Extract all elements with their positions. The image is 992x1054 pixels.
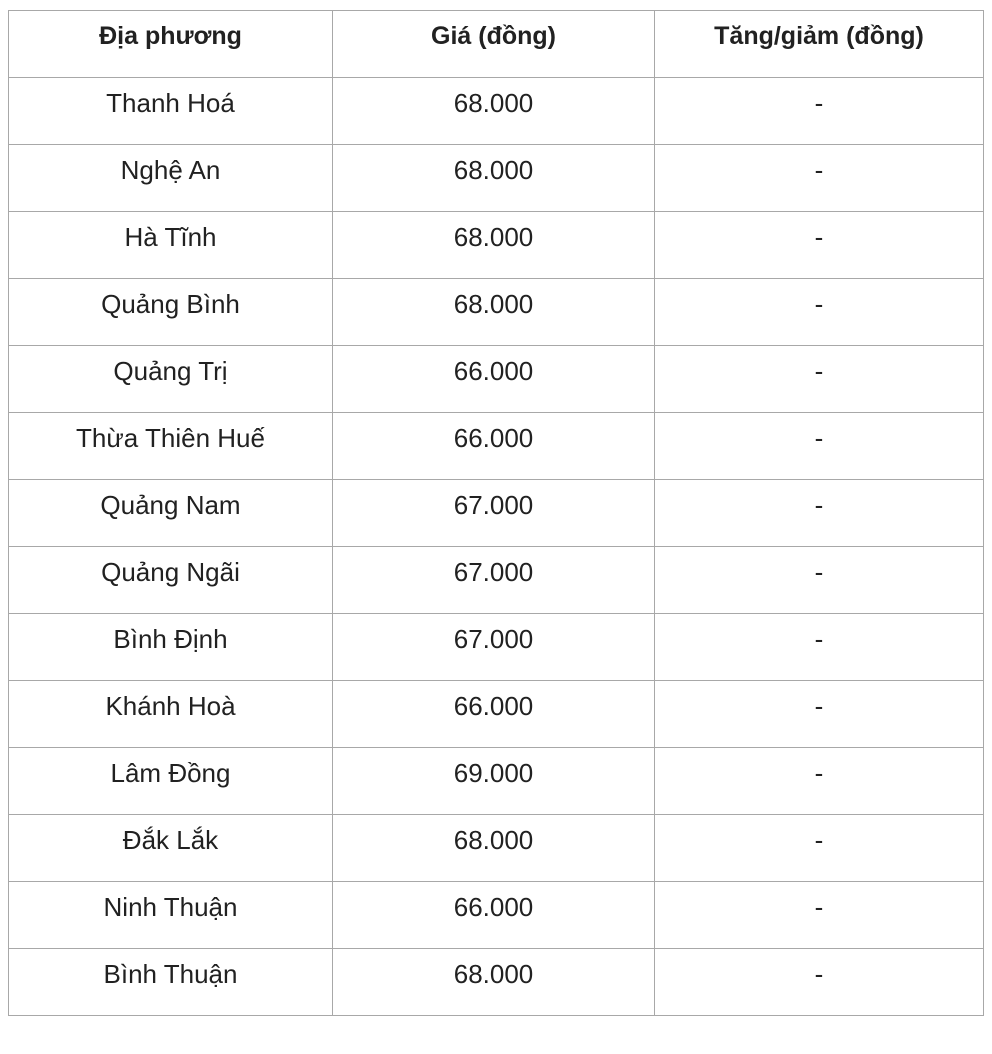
region-cell: Hà Tĩnh (9, 212, 333, 279)
price-cell: 69.000 (333, 748, 655, 815)
header-change: Tăng/giảm (đồng) (655, 11, 984, 78)
region-cell: Đắk Lắk (9, 815, 333, 882)
change-cell: - (655, 78, 984, 145)
table-row (9, 279, 984, 346)
price-cell: 66.000 (333, 882, 655, 949)
price-cell: 66.000 (333, 346, 655, 413)
change-cell: - (655, 614, 984, 681)
price-cell: 67.000 (333, 547, 655, 614)
table-row (9, 681, 984, 748)
region-cell: Ninh Thuận (9, 882, 333, 949)
region-cell: Quảng Trị (9, 346, 333, 413)
change-cell: - (655, 413, 984, 480)
price-cell: 66.000 (333, 681, 655, 748)
table-row (9, 815, 984, 882)
region-cell: Lâm Đồng (9, 748, 333, 815)
change-cell: - (655, 145, 984, 212)
price-cell: 68.000 (333, 949, 655, 1016)
region-cell: Bình Định (9, 614, 333, 681)
change-cell: - (655, 815, 984, 882)
region-cell: Quảng Nam (9, 480, 333, 547)
table-row (9, 614, 984, 681)
table-row (9, 212, 984, 279)
change-cell: - (655, 681, 984, 748)
table-row (9, 748, 984, 815)
change-cell: - (655, 279, 984, 346)
price-cell: 68.000 (333, 279, 655, 346)
price-cell: 67.000 (333, 614, 655, 681)
change-cell: - (655, 346, 984, 413)
table-row (9, 949, 984, 1016)
price-cell: 68.000 (333, 145, 655, 212)
region-cell: Quảng Bình (9, 279, 333, 346)
change-cell: - (655, 212, 984, 279)
region-cell: Thừa Thiên Huế (9, 413, 333, 480)
header-price: Giá (đồng) (333, 11, 655, 78)
header-row (9, 11, 984, 78)
table-header (9, 11, 984, 78)
price-cell: 68.000 (333, 815, 655, 882)
region-cell: Thanh Hoá (9, 78, 333, 145)
table-row (9, 547, 984, 614)
table-body (9, 78, 984, 1016)
header-region: Địa phương (9, 11, 333, 78)
table-row (9, 145, 984, 212)
region-cell: Bình Thuận (9, 949, 333, 1016)
price-cell: 67.000 (333, 480, 655, 547)
change-cell: - (655, 949, 984, 1016)
table-row (9, 346, 984, 413)
price-cell: 66.000 (333, 413, 655, 480)
price-table (8, 10, 984, 1016)
region-cell: Nghệ An (9, 145, 333, 212)
region-cell: Khánh Hoà (9, 681, 333, 748)
price-cell: 68.000 (333, 78, 655, 145)
change-cell: - (655, 547, 984, 614)
change-cell: - (655, 748, 984, 815)
table-row (9, 78, 984, 145)
table-row (9, 480, 984, 547)
price-cell: 68.000 (333, 212, 655, 279)
change-cell: - (655, 480, 984, 547)
table-row (9, 882, 984, 949)
table-row (9, 413, 984, 480)
region-cell: Quảng Ngãi (9, 547, 333, 614)
change-cell: - (655, 882, 984, 949)
